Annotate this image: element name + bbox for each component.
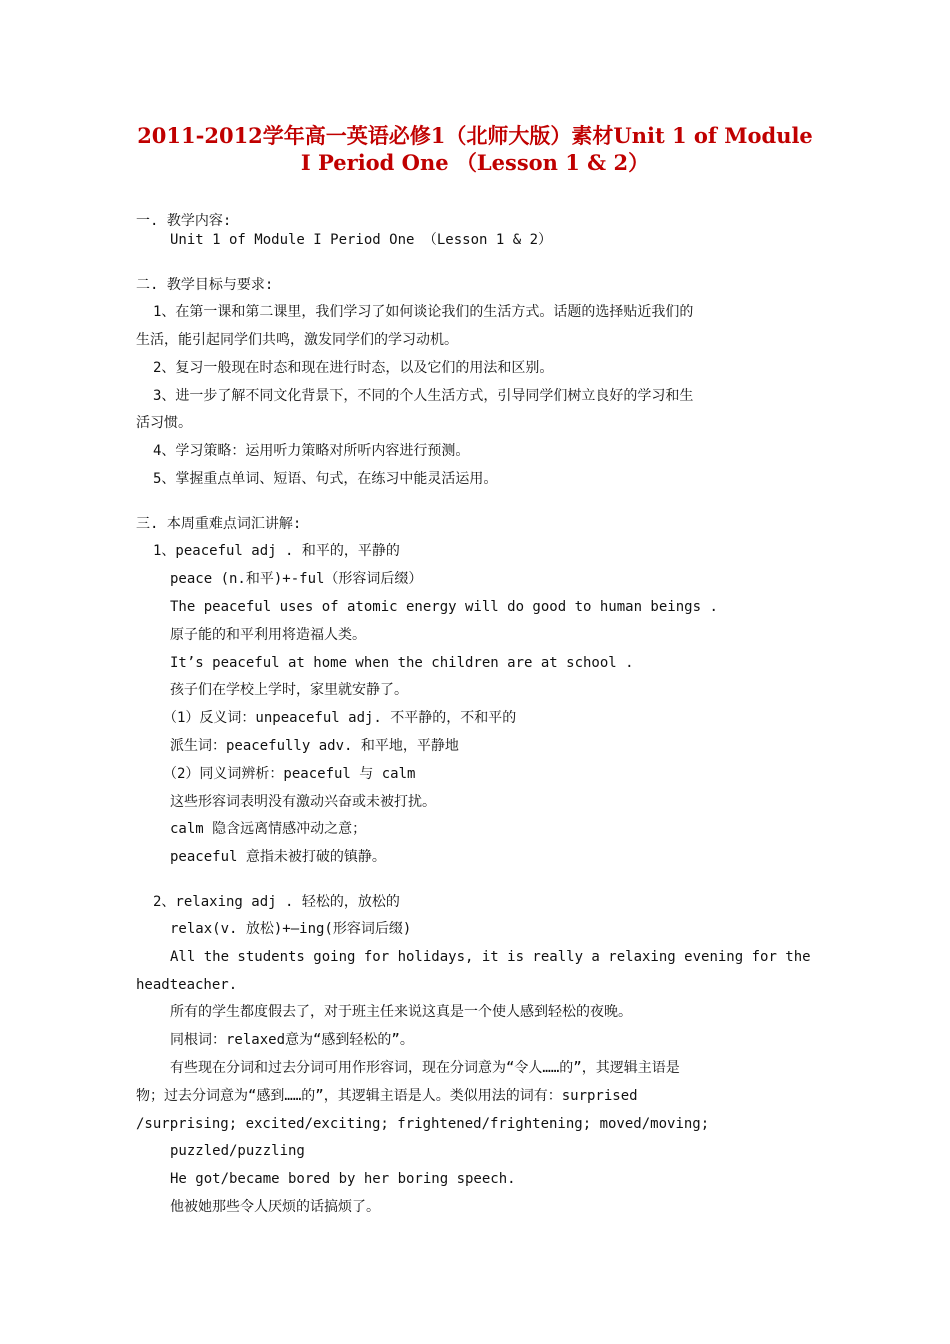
word2-line: headteacher.: [136, 977, 238, 993]
section2-item-5: 5、掌握重点单词、短语、句式，在练习中能灵活运用。: [153, 471, 498, 487]
word2-line: relax(v. 放松)+—ing(形容词后缀): [170, 921, 412, 937]
word2-line: 同根词：relaxed意为“感到轻松的”。: [170, 1032, 414, 1048]
section2-item-3-cont: 活习惯。: [136, 415, 192, 431]
word1-line: peace (n.和平)+-ful（形容词后缀）: [170, 571, 423, 587]
section2-item-2: 2、复习一般现在时态和现在进行时态，以及它们的用法和区别。: [153, 360, 554, 376]
word1-line: （2）同义词辨析：peaceful 与 calm: [163, 766, 416, 782]
word1-line: peaceful 意指未被打破的镇静。: [170, 849, 386, 865]
word2-line: He got/became bored by her boring speech.: [170, 1171, 516, 1187]
word2-line: puzzled/puzzling: [170, 1143, 305, 1159]
word2-head: 2、relaxing adj . 轻松的，放松的: [153, 894, 400, 910]
section2-item-4: 4、学习策略：运用听力策略对所听内容进行预测。: [153, 443, 470, 459]
section2-heading: 二. 教学目标与要求:: [136, 277, 274, 293]
word2-line: /surprising; excited/exciting; frightened/frightening; moved/moving;: [136, 1116, 710, 1132]
word2-line: 有些现在分词和过去分词可用作形容词，现在分词意为“令人……的”，其逻辑主语是: [170, 1060, 680, 1076]
section3-heading: 三. 本周重难点词汇讲解:: [136, 516, 302, 532]
word1-line: calm 隐含远离情感冲动之意；: [170, 821, 367, 837]
word1-line: 这些形容词表明没有激动兴奋或未被打扰。: [170, 794, 436, 810]
word1-head: 1、peaceful adj . 和平的，平静的: [153, 543, 400, 559]
word2-line: 物；过去分词意为“感到……的”，其逻辑主语是人。类似用法的词有：surprised: [136, 1088, 638, 1104]
title-line-2: I Period One （Lesson 1 & 2）: [300, 150, 650, 175]
document-title: [120, 122, 830, 176]
section2-item-1: 1、在第一课和第二课里，我们学习了如何谈论我们的生活方式。话题的选择贴近我们的: [153, 304, 694, 320]
word1-line: （1）反义词：unpeaceful adj. 不平静的，不和平的: [163, 710, 517, 726]
section1-heading: 一. 教学内容:: [136, 213, 232, 229]
word1-line: It’s peaceful at home when the children are at school .: [170, 655, 634, 671]
word1-line: 原子能的和平利用将造福人类。: [170, 627, 366, 643]
word1-line: 派生词：peacefully adv. 和平地，平静地: [170, 738, 459, 754]
section2-item-1-cont: 生活，能引起同学们共鸣，激发同学们的学习动机。: [136, 332, 458, 348]
section2-item-3: 3、进一步了解不同文化背景下，不同的个人生活方式，引导同学们树立良好的学习和生: [153, 388, 694, 404]
title-line-1: 2011-2012学年高一英语必修1（北师大版）素材Unit 1 of Module: [137, 123, 813, 148]
word2-line: All the students going for holidays, it is really a relaxing evening for the: [170, 949, 811, 965]
word1-line: 孩子们在学校上学时，家里就安静了。: [170, 682, 408, 698]
word2-line: 他被她那些令人厌烦的话搞烦了。: [170, 1199, 380, 1215]
word2-line: 所有的学生都度假去了，对于班主任来说这真是一个使人感到轻松的夜晚。: [170, 1004, 632, 1020]
section1-content: Unit 1 of Module I Period One （Lesson 1 & 2）: [170, 232, 553, 248]
word1-line: The peaceful uses of atomic energy will do good to human beings .: [170, 599, 718, 615]
